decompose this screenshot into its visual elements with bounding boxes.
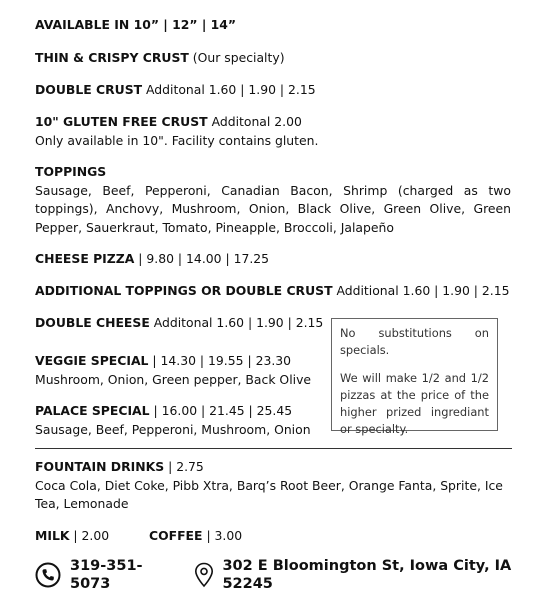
double-crust-label: DOUBLE CRUST	[35, 82, 143, 97]
palace-special-label: PALACE SPECIAL	[35, 403, 150, 418]
notice-substitutions: No substitutions on specials.	[340, 326, 489, 357]
toppings-list: Sausage, Beef, Pepperoni, Canadian Bacon, Shrimp (charged as two toppings), Anchovy, Mushroom, Onion, Black Olive, Green Olive, Green Pepper, Sauerkraut, Tomato, Pineapple, Broccoli, Jalapeño	[35, 182, 511, 235]
palace-special-block	[35, 402, 311, 439]
milk-line	[35, 527, 109, 546]
toppings-block	[35, 163, 511, 237]
map-pin-icon	[194, 562, 214, 588]
sizes-heading: AVAILABLE IN 10” | 12” | 14”	[35, 17, 237, 32]
coffee-price: | 3.00	[206, 528, 243, 543]
cheese-pizza-label: CHEESE PIZZA	[35, 251, 135, 266]
additional-toppings-detail: Additional 1.60 | 1.90 | 2.15	[336, 283, 510, 298]
specials-notice-box	[331, 318, 498, 436]
fountain-drinks-price: | 2.75	[168, 459, 204, 474]
double-crust-detail: Additonal 1.60 | 1.90 | 2.15	[146, 82, 316, 97]
gluten-free-note: Only available in 10". Facility contains gluten.	[35, 132, 319, 148]
toppings-label: TOPPINGS	[35, 164, 107, 179]
milk-label: MILK	[35, 528, 70, 543]
fountain-drinks-label: FOUNTAIN DRINKS	[35, 459, 165, 474]
contact-bar	[35, 557, 547, 592]
milk-price: | 2.00	[73, 528, 110, 543]
fountain-drinks-list: Coca Cola, Diet Coke, Pibb Xtra, Barq’s Root Beer, Orange Fanta, Sprite, Ice Tea, Lemonade	[35, 477, 503, 511]
gluten-free-label: 10" GLUTEN FREE CRUST	[35, 114, 208, 129]
additional-toppings-label: ADDITIONAL TOPPINGS OR DOUBLE CRUST	[35, 283, 333, 298]
veggie-special-block	[35, 352, 311, 389]
cheese-pizza-prices: | 9.80 | 14.00 | 17.25	[138, 251, 270, 266]
additional-toppings-line	[35, 282, 510, 301]
thin-crust-line	[35, 49, 285, 68]
veggie-special-prices: | 14.30 | 19.55 | 23.30	[152, 353, 292, 368]
thin-crust-label: THIN & CRISPY CRUST	[35, 50, 189, 65]
double-crust-line	[35, 81, 316, 100]
fountain-drinks-block	[35, 458, 511, 514]
veggie-special-ingredients: Mushroom, Onion, Green pepper, Back Olive	[35, 371, 312, 387]
phone-number[interactable]: 319-351-5073	[70, 557, 143, 592]
notice-half-and-half: We will make 1/2 and 1/2 pizzas at the price of the higher prized ingrediant or specialty.	[340, 371, 489, 436]
coffee-line	[149, 527, 242, 546]
palace-special-prices: | 16.00 | 21.45 | 25.45	[153, 403, 293, 418]
section-divider	[35, 448, 512, 449]
cheese-pizza-line	[35, 250, 269, 269]
double-cheese-detail: Additonal 1.60 | 1.90 | 2.15	[153, 315, 324, 330]
palace-special-ingredients: Sausage, Beef, Pepperoni, Mushroom, Onion	[35, 421, 311, 437]
veggie-special-label: VEGGIE SPECIAL	[35, 353, 149, 368]
gluten-free-detail: Additonal 2.00	[211, 114, 302, 129]
thin-crust-note: (Our specialty)	[192, 50, 285, 65]
gluten-free-block	[35, 113, 318, 150]
coffee-label: COFFEE	[149, 528, 203, 543]
phone-icon	[35, 562, 61, 588]
double-cheese-line	[35, 314, 323, 333]
street-address[interactable]: 302 E Bloomington St, Iowa City, IA 52245	[222, 557, 512, 592]
double-cheese-label: DOUBLE CHEESE	[35, 315, 150, 330]
